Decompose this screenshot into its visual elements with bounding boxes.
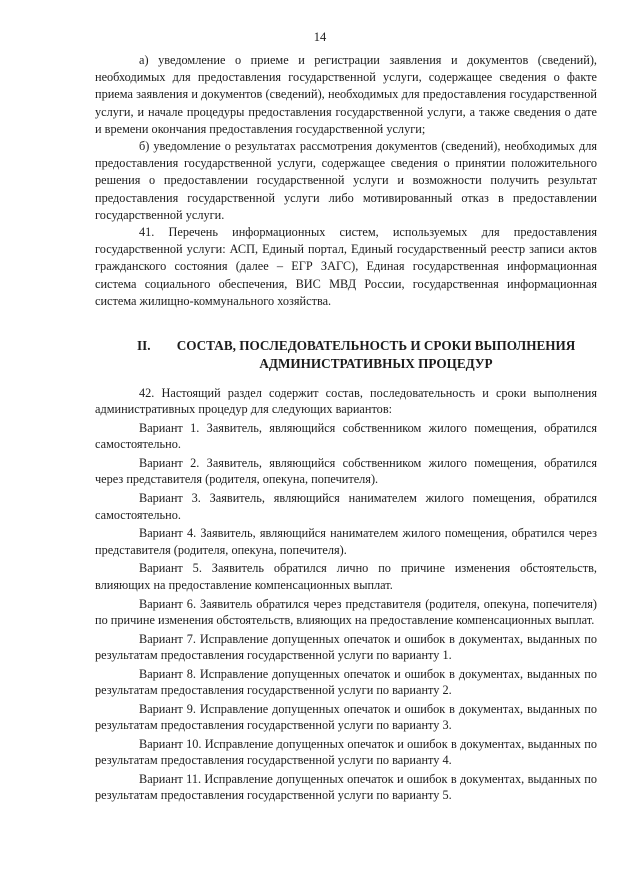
- section-text-block: [95, 385, 597, 806]
- variant-5: Вариант 5. Заявитель обратился лично по причине изменения обстоятельств, влияющих на предоставление компенсационных выплат.: [95, 561, 597, 592]
- paragraph-41: 41. Перечень информационных систем, используемых для предоставления государственной услуги: АСП, Единый портал, Единый государственный реестр записи актов гражданского состояния (далее – ЕГР ЗАГС), Единая государственная информационная система социального обеспечения, ВИС МВД России, государственная информационная система жилищно-коммунального хозяйства.: [95, 225, 597, 308]
- variant-2: Вариант 2. Заявитель, являющийся собственником жилого помещения, обратился через представителя (родителя, опекуна, попечителя).: [95, 456, 597, 487]
- variant-11: Вариант 11. Исправление допущенных опечаток и ошибок в документах, выданных по результатам предоставления государственной услуги по варианту 5.: [95, 772, 597, 803]
- variant-8: Вариант 8. Исправление допущенных опечаток и ошибок в документах, выданных по результатам предоставления государственной услуги по варианту 2.: [95, 666, 597, 698]
- paragraph-42: 42. Настоящий раздел содержит состав, последовательность и сроки выполнения административных процедур для следующих вариантов:: [95, 386, 597, 417]
- variant-3: Вариант 3. Заявитель, являющийся нанимателем жилого помещения, обратился самостоятельно.: [95, 491, 597, 522]
- variant-9: Вариант 9. Исправление допущенных опечаток и ошибок в документах, выданных по результатам предоставления государственной услуги по варианту 3.: [95, 701, 597, 733]
- variant-10: Вариант 10. Исправление допущенных опечаток и ошибок в документах, выданных по результатам предоставления государственной услуги по варианту 4.: [95, 736, 597, 768]
- page-number: 14: [313, 30, 327, 44]
- top-text-block: [95, 52, 597, 310]
- paragraph-notification-b: б) уведомление о результатах рассмотрения документов (сведений), необходимых для предоставления государственной услуги, содержащее сведения о принятии положительного решения о предоставлении государственной услуги и возможности получить результат предоставления государственной услуги либо мотивированный отказ в предоставлении государственной услуги.: [95, 139, 597, 222]
- variant-6: Вариант 6. Заявитель обратился через представителя (родителя, опекуна, попечителя) по причине изменения обстоятельств, влияющих на предоставление компенсационных выплат.: [95, 596, 597, 627]
- section-heading: [95, 337, 597, 373]
- variant-4: Вариант 4. Заявитель, являющийся нанимателем жилого помещения, обратился через представителя (родителя, опекуна, попечителя).: [95, 526, 597, 557]
- section-title: СОСТАВ, ПОСЛЕДОВАТЕЛЬНОСТЬ И СРОКИ ВЫПОЛНЕНИЯ АДМИНИСТРАТИВНЫХ ПРОЦЕДУР: [176, 338, 576, 371]
- variant-1: Вариант 1. Заявитель, являющийся собственником жилого помещения, обратился самостоятельно.: [95, 421, 597, 452]
- paragraph-notification-a: а) уведомление о приеме и регистрации заявления и документов (сведений), необходимых для предоставления государственной услуги, содержащее сведения о факте приема заявления и документов (сведений), необходимых для предоставления государственной услуги, и начале процедуры предоставления государственной услуги, а также сведения о дате и времени окончания предоставления государственной услуги;: [95, 53, 597, 136]
- section-number: II.: [137, 338, 151, 353]
- variant-7: Вариант 7. Исправление допущенных опечаток и ошибок в документах, выданных по результатам предоставления государственной услуги по варианту 1.: [95, 631, 597, 662]
